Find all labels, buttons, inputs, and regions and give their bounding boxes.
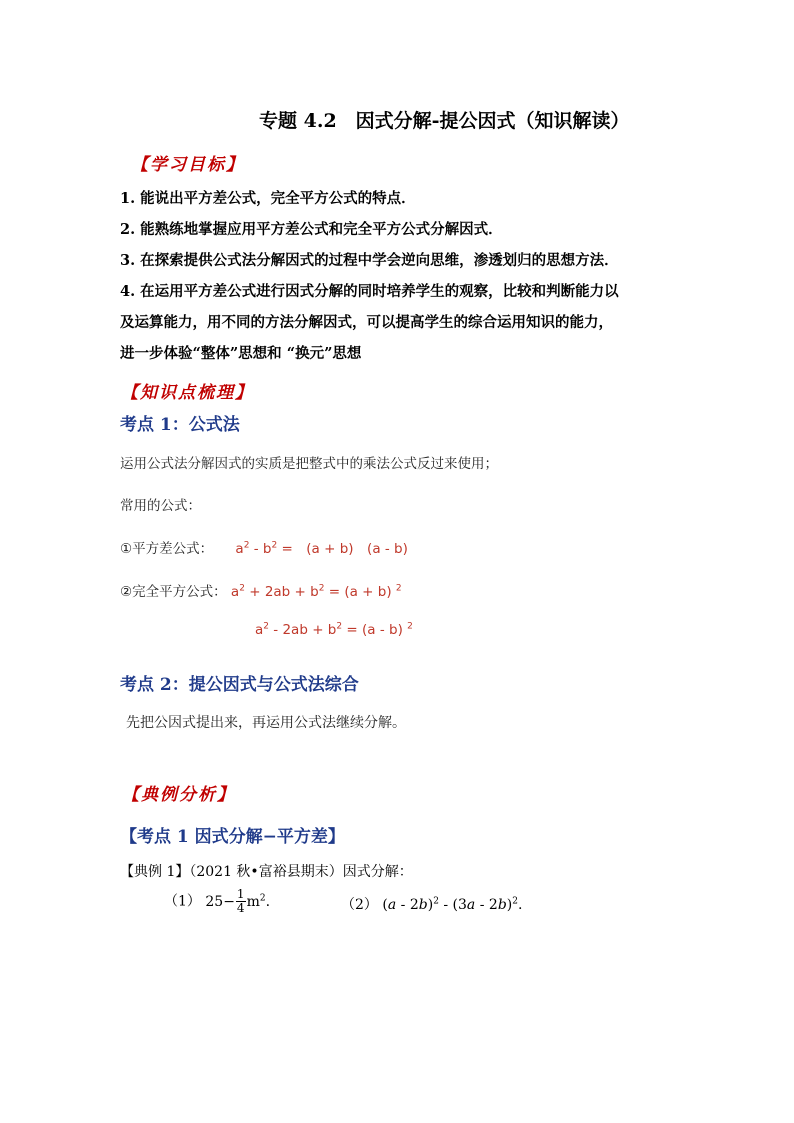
formula-perfect-square-plus [120, 580, 402, 600]
part-label: （1） [164, 893, 201, 910]
goal-item: 1. 能说出平方差公式，完全平方公式的特点． [120, 190, 416, 207]
example-intro: 【典例 1】（2021 秋•富裕县期末）因式分解： [120, 864, 413, 880]
kp2-heading: 考点 2：提公因式与公式法综合 [120, 675, 359, 695]
section-knowledge: 【知识点梳理】 [121, 383, 254, 403]
kp1-formulas-intro: 常用的公式： [120, 498, 201, 514]
page-title: 专题 4.2 因式分解-提公因式（知识解读） [259, 110, 630, 132]
part-label: （2） [341, 897, 378, 913]
kp1-heading: 考点 1：公式法 [120, 415, 240, 435]
kp2-description: 先把公因式提出来，再运用公式法继续分解。 [126, 715, 406, 731]
part-expression: (a - 2b)$^2$ - (3a - 2b)$^2$. [382, 896, 523, 913]
goal-item: 进一步体验“整体”思想和 “换元”思想 [120, 345, 362, 362]
goal-item: 3. 在探索提供公式法分解因式的过程中学会逆向思维，渗透划归的思想方法． [120, 252, 619, 269]
example-part-1 [164, 888, 270, 915]
example-part-2 [341, 894, 522, 914]
section-goals: 【学习目标】 [131, 155, 245, 175]
goal-item: 4. 在运用平方差公式进行因式分解的同时培养学生的观察，比较和判断能力以 [120, 283, 619, 300]
goal-item: 2. 能熟练地掌握应用平方差公式和完全平方公式分解因式． [120, 221, 503, 238]
formula-expression: $a^2 + 2ab + b^2 = (a + b)$ $^2$ [230, 583, 402, 600]
kp1-description: 运用公式法分解因式的实质是把整式中的乘法公式反过来使用； [120, 456, 498, 472]
formula-label: ①平方差公式： [120, 541, 214, 557]
formula-perfect-square-minus: $a^2 - 2ab + b^2 = (a - b)$ $^2$ [255, 621, 413, 638]
formula-label: ②完全平方公式： [120, 584, 227, 600]
formula-difference-of-squares [120, 537, 408, 557]
formula-expression: $a^2 - b^2$ = (a + b) (a - b) [235, 540, 408, 557]
example-topic-heading: 【考点 1 因式分解−平方差】 [120, 827, 345, 847]
section-examples: 【典例分析】 [122, 785, 236, 805]
part-expression: 25− $\frac{1}{4}$ $m^2$. [205, 887, 271, 915]
goal-item: 及运算能力，用不同的方法分解因式，可以提高学生的综合运用知识的能力， [120, 314, 613, 331]
